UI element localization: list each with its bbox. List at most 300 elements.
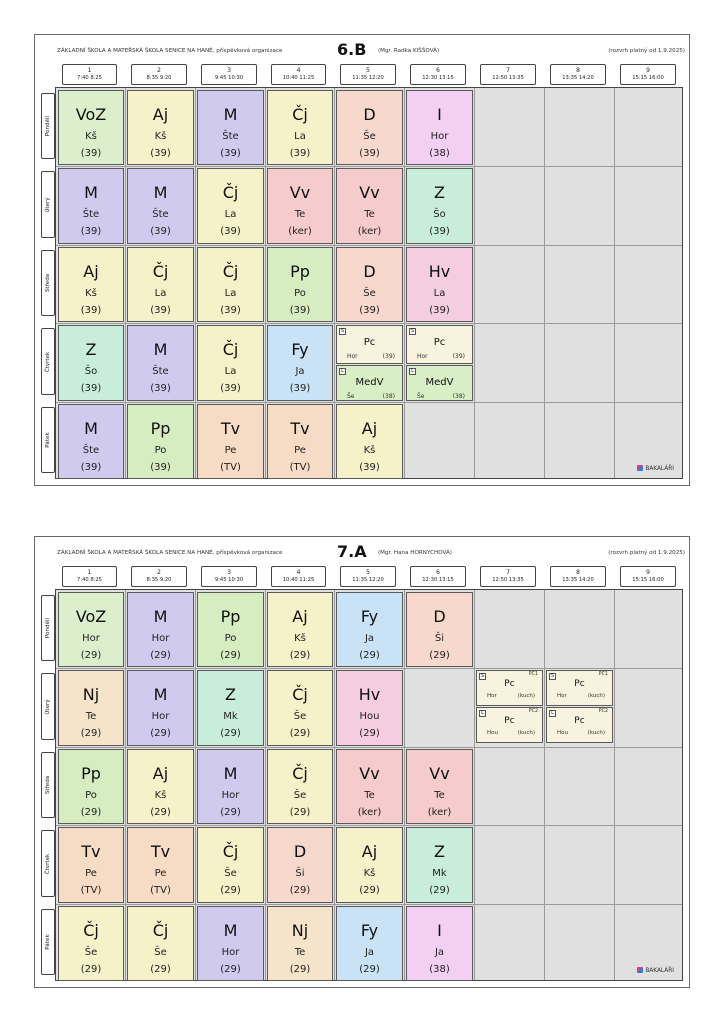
lesson-cell[interactable] — [197, 168, 264, 244]
lesson-cell[interactable] — [267, 670, 333, 746]
lesson-teacher: La — [224, 209, 237, 220]
lesson-subject: Aj — [152, 764, 169, 783]
lesson-teacher: Še — [363, 131, 376, 142]
lesson-teacher: Mk — [432, 868, 447, 879]
lesson-room: (38) — [429, 964, 450, 975]
lesson-subject: Aj — [83, 262, 99, 281]
lesson-teacher: Hou — [557, 730, 568, 736]
day-label — [41, 909, 55, 975]
grid-line — [614, 88, 615, 478]
lesson-teacher: La — [154, 288, 167, 299]
lesson-cell[interactable] — [197, 325, 264, 401]
day-name: Pondělí — [45, 115, 51, 137]
lesson-subject: Pp — [81, 764, 101, 783]
lesson-teacher: Hor — [221, 790, 240, 801]
group-lesson[interactable] — [336, 325, 403, 364]
lesson-cell[interactable] — [336, 670, 403, 746]
period-number: 2 — [157, 67, 161, 74]
lesson-subject: D — [363, 105, 376, 124]
lesson-teacher: Hor — [82, 633, 100, 644]
lesson-subject: Vv — [289, 183, 311, 202]
lesson-subject: Pc — [433, 337, 446, 348]
timetable-grid — [55, 87, 683, 479]
lesson-subject: VoZ — [75, 105, 107, 124]
lesson-room: (ker) — [357, 807, 382, 818]
group-lesson[interactable] — [406, 365, 473, 401]
grid-line — [56, 825, 682, 826]
lesson-cell[interactable] — [267, 906, 333, 981]
lesson-cell[interactable] — [267, 749, 333, 824]
lesson-cell[interactable] — [58, 827, 124, 903]
period-header — [340, 64, 396, 85]
lesson-cell[interactable] — [127, 592, 194, 667]
lesson-cell[interactable] — [58, 592, 124, 667]
grid-line — [474, 590, 475, 980]
lesson-teacher: La — [224, 366, 237, 377]
lesson-cell[interactable] — [267, 247, 333, 322]
period-time: 11:35 12:20 — [352, 75, 384, 81]
lesson-teacher: Hou — [487, 730, 498, 736]
period-time: 13:35 14:20 — [562, 75, 594, 81]
day-label — [41, 752, 55, 818]
group-lesson[interactable] — [546, 670, 613, 706]
lesson-cell[interactable] — [197, 827, 264, 903]
lesson-cell[interactable] — [406, 168, 473, 244]
lesson-subject: M — [84, 183, 98, 202]
class-teacher: (Mgr. Radka KIŠŠOVÁ) — [378, 48, 440, 54]
period-header — [201, 566, 257, 587]
lesson-teacher: Po — [154, 445, 167, 456]
lesson-room: (29) — [289, 807, 311, 818]
group-mark: S — [550, 673, 555, 679]
lesson-cell[interactable] — [406, 906, 473, 981]
lesson-subject: Čj — [152, 262, 169, 281]
lesson-subject: D — [363, 262, 376, 281]
lesson-room: (TV) — [220, 462, 241, 473]
lesson-cell[interactable] — [127, 404, 194, 479]
lesson-room: (29) — [220, 650, 241, 661]
lesson-cell[interactable] — [197, 592, 264, 667]
lesson-subject: Hv — [358, 685, 381, 704]
lesson-teacher: Pe — [154, 868, 167, 879]
period-time: 12:30 13:15 — [422, 75, 454, 81]
lesson-room: (39) — [80, 226, 102, 237]
grid-line — [125, 88, 126, 478]
period-time: 15:15 16:00 — [632, 75, 664, 81]
period-header — [480, 64, 536, 85]
lesson-cell[interactable] — [197, 247, 264, 322]
lesson-teacher: Kš — [85, 288, 97, 299]
lesson-room: (ker) — [427, 807, 452, 818]
lesson-subject: MedV — [355, 377, 384, 388]
lesson-cell[interactable] — [406, 749, 473, 824]
lesson-cell[interactable] — [267, 592, 333, 667]
day-label — [41, 250, 55, 316]
group-label: PC1 — [528, 672, 538, 677]
lesson-teacher: Šte — [152, 209, 169, 220]
lesson-subject: Pc — [504, 679, 515, 689]
lesson-cell[interactable] — [267, 325, 333, 401]
period-number: 5 — [366, 67, 370, 74]
lesson-teacher: Hor — [487, 693, 497, 699]
lesson-subject: D — [433, 607, 446, 626]
lesson-cell[interactable] — [406, 90, 473, 165]
lesson-cell[interactable] — [127, 906, 194, 981]
lesson-cell[interactable] — [127, 247, 194, 322]
logo-text: BAKALÁŘI — [645, 466, 674, 472]
lesson-room: (39) — [289, 383, 311, 394]
grid-line — [544, 590, 545, 980]
lesson-teacher: Še — [417, 393, 425, 400]
lesson-cell[interactable] — [336, 404, 403, 479]
lesson-room: (29) — [359, 728, 380, 739]
lesson-subject: Aj — [361, 842, 378, 861]
lesson-cell[interactable] — [197, 906, 264, 981]
period-header — [62, 64, 117, 85]
lesson-cell[interactable] — [58, 906, 124, 981]
lesson-room: (39) — [150, 462, 171, 473]
group-mark: L — [549, 710, 556, 717]
day-label — [41, 328, 55, 395]
lesson-subject: Hv — [428, 262, 451, 281]
lesson-teacher: Hor — [151, 633, 170, 644]
lesson-cell[interactable] — [336, 749, 403, 824]
period-number: 9 — [646, 67, 650, 74]
lesson-cell[interactable] — [127, 325, 194, 401]
lesson-subject: Fy — [291, 340, 309, 359]
group-lesson[interactable] — [476, 707, 543, 743]
period-number: 8 — [576, 569, 580, 576]
valid-from: (rozvrh platný od 1.9.2025) — [608, 550, 685, 556]
grid-line — [334, 590, 335, 980]
day-label — [41, 830, 55, 897]
timetable-grid — [55, 589, 683, 981]
lesson-cell[interactable] — [406, 247, 473, 322]
lesson-cell[interactable] — [336, 906, 403, 981]
lesson-subject: M — [84, 419, 98, 438]
lesson-teacher: Po — [224, 633, 237, 644]
lesson-cell[interactable] — [58, 168, 124, 244]
lesson-cell[interactable] — [267, 404, 333, 479]
bakalari-logo — [637, 465, 674, 472]
lesson-teacher: Ja — [364, 633, 375, 644]
lesson-subject: Pc — [504, 716, 515, 726]
day-name: Pátek — [45, 432, 51, 448]
period-time: 7:40 8:25 — [77, 75, 102, 81]
lesson-teacher: Ši — [295, 868, 305, 879]
lesson-room: (39) — [429, 226, 450, 237]
day-label — [41, 595, 55, 661]
lesson-teacher: Šte — [152, 366, 169, 377]
lesson-room: (39) — [80, 148, 102, 159]
lesson-cell[interactable] — [406, 592, 473, 667]
period-header — [271, 64, 326, 85]
period-header — [550, 64, 606, 85]
lesson-cell[interactable] — [127, 90, 194, 165]
lesson-teacher: Hor — [221, 947, 240, 958]
period-time: 7:40 8:25 — [77, 577, 102, 583]
lesson-cell[interactable] — [58, 90, 124, 165]
lesson-teacher: Hor — [417, 353, 428, 360]
lesson-teacher: Hor — [347, 353, 358, 360]
lesson-room: (29) — [220, 728, 241, 739]
lesson-subject: D — [293, 842, 307, 861]
period-time: 10:40 11:25 — [282, 75, 315, 81]
lesson-room: (29) — [359, 650, 380, 661]
lesson-cell[interactable] — [267, 168, 333, 244]
lesson-teacher: Po — [294, 288, 306, 299]
lesson-subject: Tv — [220, 419, 241, 438]
lesson-subject: M — [153, 607, 168, 626]
lesson-teacher: Po — [85, 790, 97, 801]
lesson-cell[interactable] — [336, 827, 403, 903]
lesson-subject: Aj — [152, 105, 169, 124]
lesson-teacher: Šte — [82, 445, 100, 456]
lesson-room: (38) — [452, 393, 465, 400]
lesson-teacher: La — [433, 288, 446, 299]
day-name: Pondělí — [45, 617, 51, 639]
grid-line — [474, 88, 475, 478]
timetable-header — [35, 537, 691, 565]
lesson-room: (29) — [150, 807, 171, 818]
group-lesson[interactable] — [406, 325, 473, 364]
lesson-cell[interactable] — [267, 90, 333, 165]
grid-line — [265, 88, 266, 478]
lesson-room: (39) — [452, 353, 465, 360]
lesson-subject: Fy — [360, 607, 379, 626]
class-name: 7.A — [337, 542, 367, 561]
group-lesson[interactable] — [476, 670, 543, 706]
grid-line — [125, 590, 126, 980]
period-number: 6 — [436, 569, 440, 576]
lesson-teacher: Kš — [363, 445, 376, 456]
lesson-room: (kuch) — [587, 730, 605, 736]
period-header — [340, 566, 396, 587]
lesson-room: (29) — [359, 964, 380, 975]
lesson-teacher: Še — [363, 288, 376, 299]
lesson-cell[interactable] — [336, 168, 403, 244]
lesson-room: (29) — [80, 728, 102, 739]
day-label — [41, 171, 55, 238]
period-number: 3 — [227, 67, 231, 74]
lesson-cell[interactable] — [58, 325, 124, 401]
bakalari-icon — [637, 465, 643, 471]
lesson-subject: I — [437, 105, 442, 124]
lesson-subject: Čj — [292, 685, 308, 704]
grid-line — [56, 166, 682, 167]
lesson-cell[interactable] — [127, 168, 194, 244]
lesson-teacher: Hor — [430, 131, 449, 142]
lesson-subject: Aj — [292, 607, 308, 626]
lesson-room: (TV) — [150, 885, 171, 896]
lesson-cell[interactable] — [58, 749, 124, 824]
lesson-teacher: Te — [85, 711, 97, 722]
lesson-room: (39) — [429, 305, 450, 316]
lesson-room: (39) — [382, 353, 395, 360]
period-time: 8:35 9:20 — [146, 577, 172, 583]
period-time: 12:50 13:35 — [492, 577, 524, 583]
lesson-room: (29) — [80, 650, 102, 661]
period-header — [410, 64, 466, 85]
lesson-room: (39) — [220, 305, 241, 316]
lesson-room: (39) — [289, 148, 311, 159]
lesson-room: (29) — [289, 650, 311, 661]
period-number: 7 — [506, 569, 510, 576]
grid-line — [334, 88, 335, 478]
group-mark: S — [480, 673, 485, 679]
lesson-teacher: Kš — [154, 790, 167, 801]
lesson-subject: Vv — [359, 183, 380, 202]
lesson-subject: Pc — [574, 716, 585, 726]
period-number: 1 — [87, 67, 92, 74]
lesson-teacher: Hor — [151, 711, 170, 722]
lesson-subject: Pc — [574, 679, 585, 689]
lesson-subject: Čj — [222, 340, 239, 359]
lesson-subject: Nj — [291, 921, 309, 940]
group-label: PC1 — [598, 672, 608, 677]
lesson-cell[interactable] — [336, 592, 403, 667]
grid-line — [265, 590, 266, 980]
lesson-teacher: Še — [224, 868, 237, 879]
timetable-header — [35, 35, 691, 63]
lesson-cell[interactable] — [58, 670, 124, 746]
lesson-subject: Aj — [361, 419, 378, 438]
lesson-teacher: Še — [154, 947, 167, 958]
lesson-subject: Pp — [220, 607, 241, 626]
group-label: PC2 — [598, 709, 608, 714]
grid-line — [195, 88, 196, 478]
lesson-teacher: Kš — [154, 131, 167, 142]
lesson-teacher: Te — [434, 790, 445, 801]
lesson-cell[interactable] — [406, 827, 473, 903]
lesson-subject: Tv — [150, 842, 171, 861]
lesson-room: (39) — [150, 305, 171, 316]
lesson-room: (29) — [429, 650, 450, 661]
lesson-subject: Čj — [83, 921, 99, 940]
lesson-cell[interactable] — [58, 404, 124, 479]
lesson-teacher: Te — [364, 790, 375, 801]
lesson-room: (ker) — [357, 226, 382, 237]
grid-line — [56, 904, 682, 905]
lesson-teacher: Te — [294, 947, 306, 958]
period-header — [131, 566, 187, 587]
period-header — [620, 566, 676, 587]
lesson-room: (38) — [382, 393, 395, 400]
school-name: ZÁKLADNÍ ŠKOLA A MATEŘSKÁ ŠKOLA SENICE NA HANÉ, příspěvková organizace — [57, 550, 283, 556]
lesson-room: (TV) — [80, 885, 102, 896]
lesson-room: (29) — [289, 885, 311, 896]
day-label — [41, 93, 55, 159]
lesson-teacher: Še — [293, 711, 307, 722]
grid-line — [404, 88, 405, 478]
lesson-subject: M — [153, 340, 168, 359]
grid-line — [56, 747, 682, 748]
lesson-subject: M — [223, 764, 238, 783]
lesson-cell[interactable] — [197, 749, 264, 824]
period-time: 10:40 11:25 — [282, 577, 315, 583]
class-name: 6.B — [337, 40, 367, 59]
lesson-subject: Čj — [222, 262, 239, 281]
day-name: Úterý — [45, 196, 51, 213]
lesson-cell[interactable] — [127, 749, 194, 824]
lesson-subject: Z — [225, 685, 236, 704]
lesson-room: (29) — [220, 964, 241, 975]
lesson-subject: I — [437, 921, 442, 940]
lesson-room: (38) — [429, 148, 450, 159]
grid-line — [56, 245, 682, 246]
lesson-room: (29) — [429, 885, 450, 896]
lesson-room: (39) — [80, 383, 102, 394]
day-name: Čtvrtek — [45, 853, 51, 874]
grid-line — [56, 402, 682, 403]
lesson-subject: Nj — [82, 685, 100, 704]
school-name: ZÁKLADNÍ ŠKOLA A MATEŘSKÁ ŠKOLA SENICE NA HANÉ, příspěvková organizace — [57, 48, 283, 54]
lesson-room: (29) — [220, 885, 241, 896]
lesson-subject: Z — [85, 340, 97, 359]
lesson-subject: Čj — [222, 842, 239, 861]
day-name: Středa — [45, 775, 51, 795]
lesson-teacher: Kš — [85, 131, 97, 142]
lesson-cell[interactable] — [127, 827, 194, 903]
lesson-subject: M — [223, 105, 238, 124]
lesson-room: (29) — [150, 650, 171, 661]
lesson-room: (39) — [359, 462, 380, 473]
group-lesson[interactable] — [546, 707, 613, 743]
logo-text: BAKALÁŘI — [645, 968, 674, 974]
lesson-room: (39) — [220, 383, 241, 394]
lesson-cell[interactable] — [336, 90, 403, 165]
lesson-cell[interactable] — [267, 827, 333, 903]
lesson-teacher: Še — [347, 393, 355, 400]
lesson-teacher: Ši — [434, 633, 445, 644]
lesson-room: (39) — [359, 148, 380, 159]
lesson-subject: Z — [434, 842, 445, 861]
lesson-subject: Tv — [81, 842, 101, 861]
lesson-subject: Pp — [150, 419, 171, 438]
grid-line — [56, 323, 682, 324]
lesson-subject: VoZ — [75, 607, 107, 626]
period-header — [131, 64, 187, 85]
lesson-room: (29) — [220, 807, 241, 818]
day-label — [41, 673, 55, 740]
lesson-room: (ker) — [288, 226, 312, 237]
lesson-teacher: Šo — [433, 209, 446, 220]
group-lesson[interactable] — [336, 365, 403, 401]
lesson-cell[interactable] — [197, 90, 264, 165]
lesson-teacher: Kš — [363, 868, 376, 879]
lesson-teacher: Pe — [224, 445, 237, 456]
lesson-cell[interactable] — [127, 670, 194, 746]
lesson-teacher: Pe — [294, 445, 306, 456]
period-time: 12:30 13:15 — [422, 577, 454, 583]
group-mark: S — [410, 328, 415, 334]
lesson-cell[interactable] — [197, 404, 264, 479]
period-number: 4 — [296, 67, 301, 74]
lesson-teacher: Hou — [359, 711, 380, 722]
group-mark: L — [479, 710, 486, 717]
lesson-room: (39) — [80, 305, 102, 316]
lesson-room: (kuch) — [517, 730, 535, 736]
period-time: 13:35 14:20 — [562, 577, 594, 583]
period-time: 12:50 13:35 — [492, 75, 524, 81]
lesson-room: (39) — [359, 305, 380, 316]
bakalari-logo — [637, 967, 674, 974]
lesson-cell[interactable] — [58, 247, 124, 322]
day-name: Úterý — [45, 698, 51, 715]
lesson-cell[interactable] — [336, 247, 403, 322]
lesson-cell[interactable] — [197, 670, 264, 746]
grid-line — [614, 590, 615, 980]
